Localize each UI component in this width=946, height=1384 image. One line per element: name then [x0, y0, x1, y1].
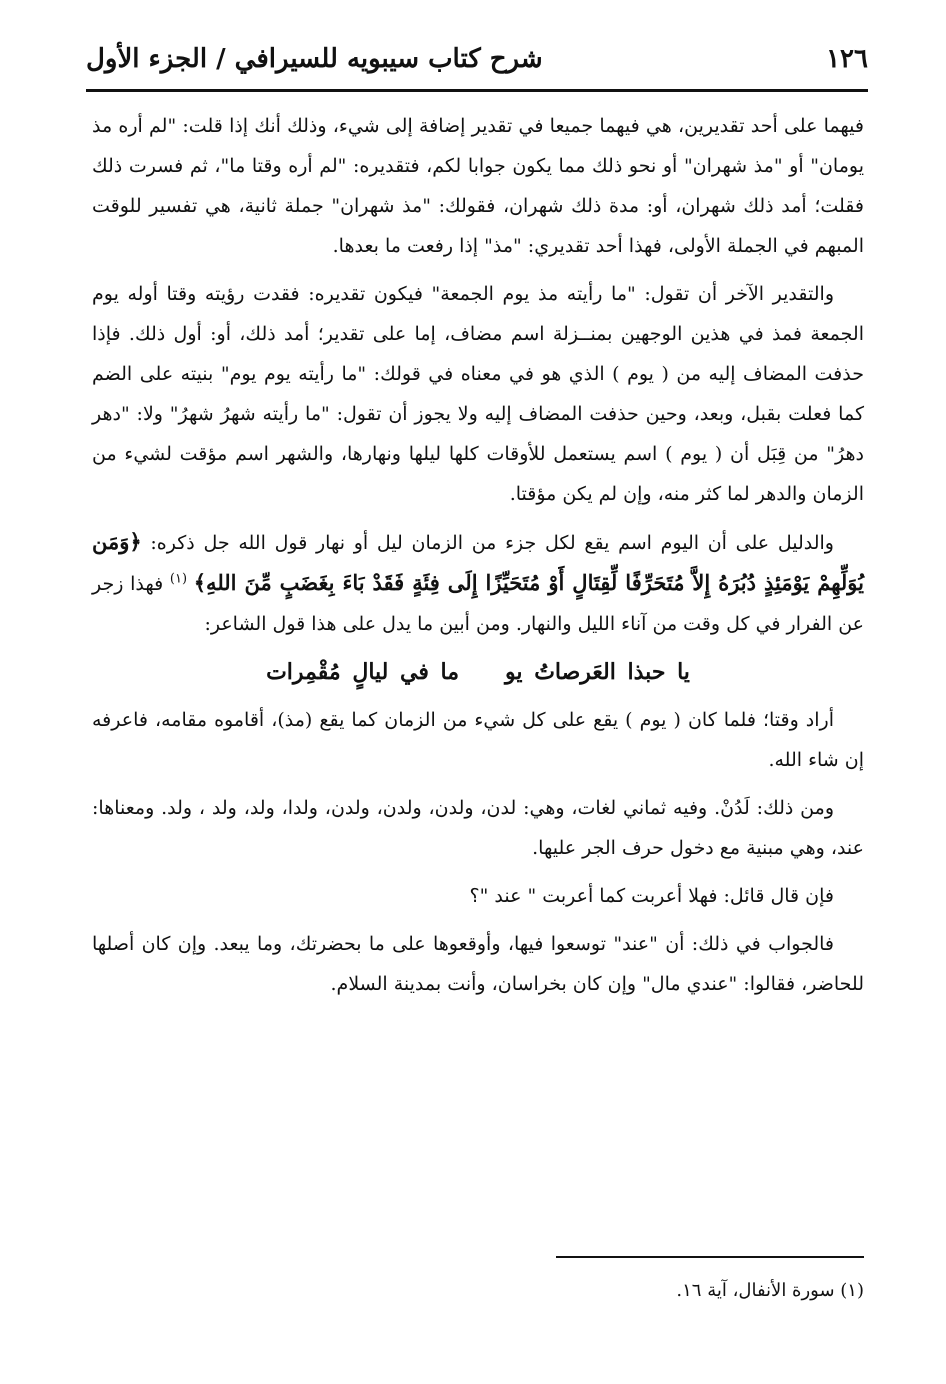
paragraph-7: فالجواب في ذلك: أن "عند" توسعوا فيها، وأوقعوها على ما بحضرتك، وما يبعد. وإن كان أصلها للحاضر، فقالوا: "عندي مال" وإن كان بخراسان، وأنت بمدينة السلام.: [92, 933, 864, 995]
paragraph-5: ومن ذلك: لَدُنْ. وفيه ثماني لغات، وهي: لدن، ولدن، ولدن، ولدن، ولدا، ولد، ولد ، ولد. ومعناها: عند، وهي مبنية مع دخول حرف الجر عليها.: [92, 797, 864, 859]
main-text: [92, 106, 864, 1012]
paragraph-3-intro: والدليل على أن اليوم اسم يقع لكل جزء من الزمان ليل أو نهار قول الله جل ذكره:: [150, 532, 834, 554]
footnote: (١) سورة الأنفال، آية ١٦.: [676, 1280, 864, 1301]
running-title: شرح كتاب سيبويه للسيرافي / الجزء الأول: [86, 44, 543, 74]
header-divider: [86, 89, 868, 92]
paragraph-2: والتقدير الآخر أن تقول: "ما رأيته مذ يوم الجمعة" فيكون تقديره: فقدت رؤيته وقتا أوله يوم الجمعة فمذ في هذين الوجهين بمنــزلة اسم مضاف، إما على تقدير؛ أمد ذلك، أو: أول ذلك. فإذا حذفت المضاف إليه من ( يوم ) الذي هو في معناه في قولك: "ما رأيته يوم يوم" بنيته على الضم كما فعلت بقبل، وبعد، وحين حذفت المضاف إليه ولا يجوز أن تقول: "ما رأيته شهرُ شهرُ" ولا: "دهر دهرُ" من قِبَل أن ( يوم ) اسم يستعمل للأوقات كلها ليلها ونهارها، والشهر اسم مؤقت لشيء من الزمان والدهر لما كثر منه، وإن لم يكن مؤقتا.: [92, 283, 864, 505]
paragraph-3: [92, 522, 864, 644]
paragraph-1: فيهما على أحد تقديرين، هي فيهما جميعا في تقدير إضافة إلى شيء، وذلك أنك إذا قلت: "لم أره مذ يومان" أو "مذ شهران" أو نحو ذلك مما يكون جوابا لكم، فتقديره: "لم أره وقتا ما"، ثم فسرت ذلك فقلت؛ أمد ذلك شهران، أو: مدة ذلك شهران، فقولك: "مذ شهران" جملة ثانية، هي تفسير للوقت المبهم في الجملة الأولى، فهذا أحد تقديري: "مذ" إذا رفعت ما بعدها.: [92, 115, 864, 257]
verse-second-hemistich: ما في ليالٍ مُقْمِرات: [266, 659, 460, 685]
paragraph-6: فإن قال قائل: فهلا أعربت كما أعربت " عند "؟: [469, 885, 834, 907]
page-number: ١٢٦: [826, 44, 868, 74]
poetry-verse: [92, 652, 864, 692]
verse-first-hemistich: يا حبذا العَرصاتُ يو: [505, 659, 690, 685]
page-header: [86, 38, 868, 86]
quran-verse: ﴿وَمَن يُوَلِّهِمْ يَوْمَئِذٍ دُبُرَهُ إِلاَّ مُتَحَرِّفًا لِّقِتَالٍ أَوْ مُتَحَيِّزًا إِلَى فِئَةٍ فَقَدْ بَاءَ بِغَضَبٍ مِّنَ اللهِ﴾: [92, 529, 864, 595]
paragraph-4: أراد وقتا؛ فلما كان ( يوم ) يقع على كل شيء من الزمان كما يقع (مذ)، أقاموه مقامه، فاعرفه إن شاء الله.: [92, 709, 864, 771]
footnote-divider: [556, 1256, 864, 1258]
paragraph-3-rest: فهذا زجر عن الفرار في كل وقت من آناء الليل والنهار. ومن أبين ما يدل على هذا قول الشاعر:: [92, 573, 864, 635]
footnote-reference[interactable]: (١): [169, 571, 188, 587]
